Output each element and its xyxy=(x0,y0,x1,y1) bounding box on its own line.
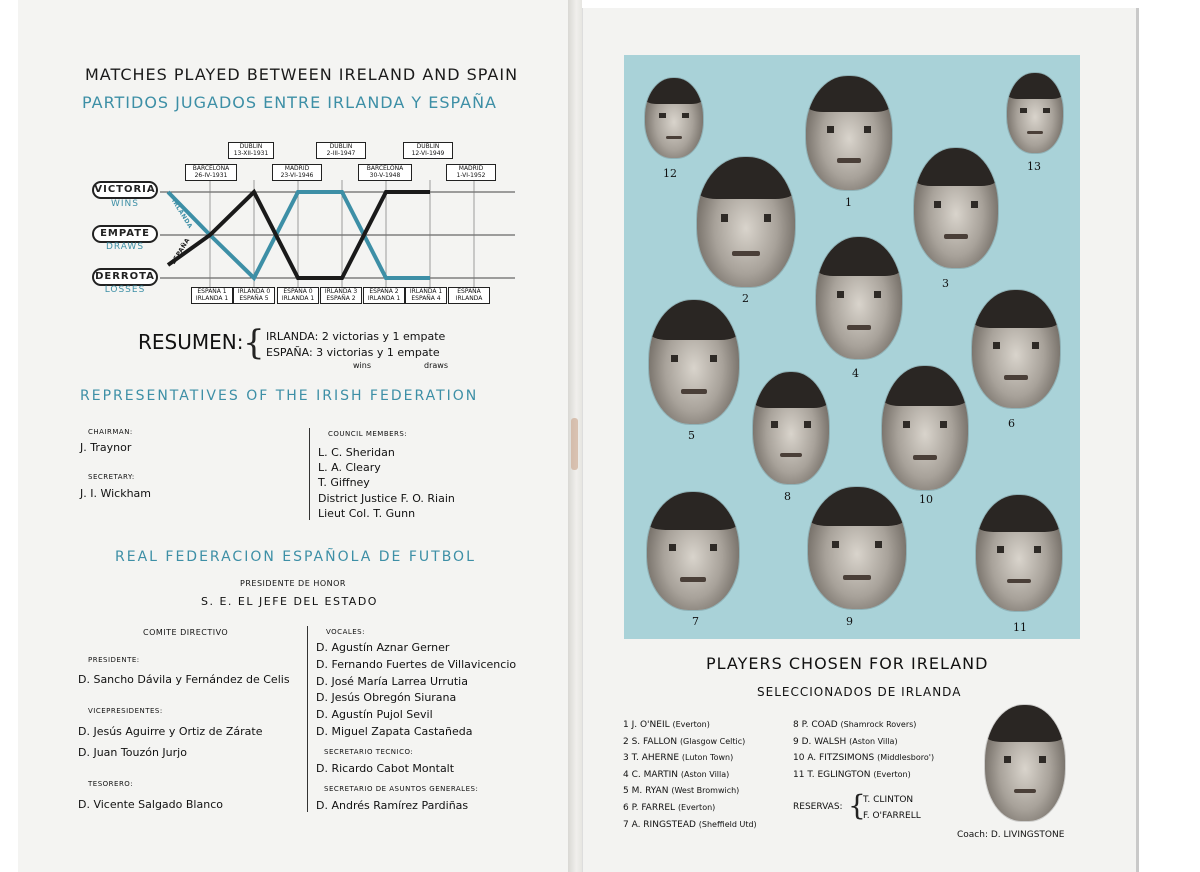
council-member: L. C. Sheridan xyxy=(318,446,395,459)
photo-number: 7 xyxy=(692,615,699,628)
player-photo xyxy=(808,487,906,609)
score-box: ESPAÑA IRLANDA xyxy=(448,287,490,304)
reservas-label: RESERVAS: xyxy=(793,802,843,812)
photo-number: 2 xyxy=(742,292,749,305)
player-entry: 3 T. AHERNE (Luton Town) xyxy=(623,753,734,764)
player-photo xyxy=(753,372,829,484)
score-box: IRLANDA 3 ESPAÑA 2 xyxy=(320,287,362,304)
player-entry: 4 C. MARTIN (Aston Villa) xyxy=(623,769,730,780)
legend-ireland: IRLANDA xyxy=(170,198,194,231)
score-box: ESPAÑA 1 IRLANDA 1 xyxy=(191,287,233,304)
reserve-name: T. CLINTON xyxy=(863,795,914,805)
photo-number: 8 xyxy=(784,490,791,503)
council-member: Lieut Col. T. Gunn xyxy=(318,507,416,520)
player-photo xyxy=(697,157,795,287)
spine-stain xyxy=(571,418,578,470)
coach-photo xyxy=(985,705,1065,821)
photo-number: 3 xyxy=(942,277,949,290)
secretario-generales-label: SECRETARIO DE ASUNTOS GENERALES: xyxy=(324,785,479,793)
player-photo xyxy=(806,76,892,190)
title-spanish: PARTIDOS JUGADOS ENTRE IRLANDA Y ESPAÑA xyxy=(82,93,497,112)
resumen-label: RESUMEN: xyxy=(138,330,244,354)
photo-number: 4 xyxy=(852,367,859,380)
player-entry: 8 P. COAD (Shamrock Rovers) xyxy=(793,720,917,730)
council-member: L. A. Cleary xyxy=(318,461,381,474)
secretario-generales-name: D. Andrés Ramírez Pardiñas xyxy=(316,799,469,812)
venue-box-dublin-1949: DUBLIN 12-VI-1949 xyxy=(403,142,453,159)
score-box: IRLANDA 1 ESPAÑA 4 xyxy=(405,287,447,304)
legend-spain: ESPAÑA xyxy=(170,236,192,266)
honor-label: PRESIDENTE DE HONOR xyxy=(240,579,346,588)
row-sub-losses: LOSSES xyxy=(104,285,146,295)
vocal-name: D. Agustín Aznar Gerner xyxy=(316,641,450,654)
player-entry: 5 M. RYAN (West Bromwich) xyxy=(623,786,740,797)
player-photo xyxy=(914,148,998,268)
venue-box-madrid-1952: MADRID 1-VI-1952 xyxy=(446,164,496,181)
photo-number: 1 xyxy=(845,196,852,209)
resumen-brace: { xyxy=(243,323,265,363)
players-list-1 xyxy=(623,717,757,833)
player-photo xyxy=(647,492,739,610)
player-photo xyxy=(816,237,902,359)
photo-number: 12 xyxy=(663,167,677,180)
venue-box-dublin-1931: DUBLIN 13-XII-1931 xyxy=(228,142,274,159)
player-photo xyxy=(1007,73,1063,153)
row-label-derrota: DERROTA xyxy=(92,268,158,286)
secretary-name: J. I. Wickham xyxy=(80,487,152,500)
player-entry: 1 J. O'NEIL (Everton) xyxy=(623,720,710,730)
photo-number: 10 xyxy=(919,493,933,506)
vocal-name: D. Agustín Pujol Sevil xyxy=(316,708,433,721)
player-photo xyxy=(882,366,968,490)
left-page xyxy=(18,0,570,872)
chairman-label: CHAIRMAN: xyxy=(88,428,133,436)
score-box: ESPAÑA 0 IRLANDA 1 xyxy=(277,287,319,304)
tesorero-label: TESORERO: xyxy=(88,780,134,788)
player-photo xyxy=(649,300,739,424)
irish-federation-heading: REPRESENTATIVES OF THE IRISH FEDERATION xyxy=(80,388,479,404)
reservas-list xyxy=(863,793,921,824)
secretary-label: SECRETARY: xyxy=(88,473,135,481)
coach-name: Coach: D. LIVINGSTONE xyxy=(957,830,1065,840)
vicepresidente-name: D. Juan Touzón Jurjo xyxy=(78,746,187,759)
honor-name: S. E. EL JEFE DEL ESTADO xyxy=(201,595,378,608)
secretario-tecnico-name: D. Ricardo Cabot Montalt xyxy=(316,762,455,775)
divider-line xyxy=(309,428,310,520)
resumen-spain: ESPAÑA: 3 victorias y 1 empate xyxy=(266,346,440,359)
photo-number: 13 xyxy=(1027,160,1041,173)
vicepresidentes-label: VICEPRESIDENTES: xyxy=(88,707,163,715)
reserve-name: F. O'FARRELL xyxy=(863,810,921,821)
council-label: COUNCIL MEMBERS: xyxy=(328,430,408,438)
venue-box-barcelona-1948: BARCELONA 30-V-1948 xyxy=(358,164,412,181)
presidente-label: PRESIDENTE: xyxy=(88,656,140,664)
vicepresidente-name: D. Jesús Aguirre y Ortiz de Zárate xyxy=(78,725,263,738)
title-english: MATCHES PLAYED BETWEEN IRELAND AND SPAIN xyxy=(85,65,519,84)
row-sub-draws: DRAWS xyxy=(105,242,145,252)
row-label-empate: EMPATE xyxy=(92,225,158,243)
vocal-name: D. José María Larrea Urrutia xyxy=(316,675,468,688)
photo-number: 6 xyxy=(1008,417,1015,430)
spanish-federation-heading: REAL FEDERACION ESPAÑOLA DE FUTBOL xyxy=(115,549,476,565)
page-edge xyxy=(1136,8,1139,872)
venue-box-dublin-1947: DUBLIN 2-III-1947 xyxy=(316,142,366,159)
photo-number: 11 xyxy=(1013,621,1027,634)
chart-lines-svg xyxy=(160,180,520,290)
council-member: District Justice F. O. Riain xyxy=(318,492,455,505)
vocal-name: D. Jesús Obregón Siurana xyxy=(316,691,457,704)
player-entry: 10 A. FITZSIMONS (Middlesboro') xyxy=(793,753,935,764)
tesorero-name: D. Vicente Salgado Blanco xyxy=(78,798,223,811)
row-sub-wins: WINS xyxy=(111,199,139,209)
vocal-name: D. Fernando Fuertes de Villavicencio xyxy=(316,658,517,671)
players-subtitle: SELECCIONADOS DE IRLANDA xyxy=(757,685,962,699)
player-photo xyxy=(976,495,1062,611)
player-photo xyxy=(645,78,703,158)
chairman-name: J. Traynor xyxy=(80,441,132,454)
resumen-draws: draws xyxy=(424,361,448,370)
photo-number: 5 xyxy=(688,429,695,442)
resumen-ireland: IRLANDA: 2 victorias y 1 empate xyxy=(266,330,446,343)
player-photo xyxy=(972,290,1060,408)
reservas-brace: { xyxy=(848,789,866,822)
score-box: ESPAÑA 2 IRLANDA 1 xyxy=(363,287,405,304)
comite-label: COMITE DIRECTIVO xyxy=(143,628,229,637)
council-member: T. Giffney xyxy=(318,476,370,489)
player-entry: 6 P. FARREL (Everton) xyxy=(623,802,716,813)
players-title: PLAYERS CHOSEN FOR IRELAND xyxy=(706,654,989,673)
player-entry: 2 S. FALLON (Glasgow Celtic) xyxy=(623,736,746,747)
player-entry: 11 T. EGLINGTON (Everton) xyxy=(793,769,911,780)
photo-number: 9 xyxy=(846,615,853,628)
resumen-wins: wins xyxy=(353,361,372,370)
row-label-victoria: VICTORIA xyxy=(92,181,158,199)
vocal-name: D. Miguel Zapata Castañeda xyxy=(316,725,473,738)
score-box: IRLANDA 0 ESPAÑA 5 xyxy=(233,287,275,304)
venue-box-barcelona-1931: BARCELONA 26-IV-1931 xyxy=(185,164,237,181)
presidente-name: D. Sancho Dávila y Fernández de Celis xyxy=(78,673,290,686)
secretario-tecnico-label: SECRETARIO TECNICO: xyxy=(324,748,414,756)
player-entry: 9 D. WALSH (Aston Villa) xyxy=(793,736,898,747)
venue-box-madrid-1946: MADRID 23-VI-1946 xyxy=(272,164,322,181)
vocales-label: VOCALES: xyxy=(326,628,365,636)
divider-line xyxy=(307,626,308,812)
player-entry: 7 A. RINGSTEAD (Sheffield Utd) xyxy=(623,819,757,830)
players-list-2 xyxy=(793,717,934,783)
